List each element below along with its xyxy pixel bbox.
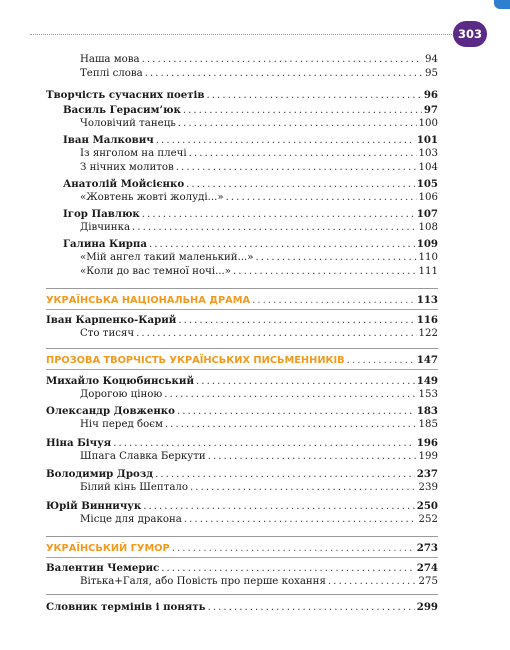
toc-entry-page: 94: [425, 54, 438, 65]
toc-entry-title: Білий кінь Шептало: [80, 482, 188, 493]
section-divider: [46, 594, 438, 595]
toc-entry-page: 100: [418, 118, 438, 129]
toc-leader-dots: [143, 500, 415, 514]
toc-leader-dots: [145, 67, 422, 81]
toc-entry-author[interactable]: [63, 207, 438, 221]
page-number-badge: 303: [453, 21, 487, 47]
toc-entry-glossary[interactable]: [46, 600, 438, 614]
toc-entry-page: 95: [425, 68, 438, 79]
toc-entry-title: Володимир Дрозд: [46, 468, 154, 480]
toc-entry-title: Дорогою ціною: [80, 389, 163, 400]
toc-leader-dots: [186, 178, 415, 192]
toc-entry-author[interactable]: [46, 404, 438, 418]
toc-entry-page: 103: [418, 148, 438, 159]
toc-entry-title: Валентин Чемерис: [46, 562, 160, 574]
section-divider: [46, 536, 438, 537]
toc-entry-work[interactable]: [80, 67, 438, 81]
toc-entry-page: 199: [418, 451, 438, 462]
toc-leader-dots: [136, 327, 416, 341]
toc-entry-page: 273: [416, 542, 438, 554]
toc-entry-author[interactable]: [46, 313, 438, 327]
toc-entry-work[interactable]: [80, 450, 438, 464]
section-underline: [46, 369, 438, 370]
toc-entry-title: Словник термінів і понять: [46, 601, 206, 613]
toc-entry-page: 183: [416, 405, 438, 417]
toc-entry-page: 153: [418, 389, 438, 400]
toc-entry-title: Юрій Винничук: [46, 500, 142, 512]
toc-entry-page: 113: [416, 294, 438, 306]
toc-entry-title: Творчість сучасних поетів: [46, 89, 205, 101]
section-divider: [46, 288, 438, 289]
toc-entry-work[interactable]: [80, 191, 438, 205]
toc-entry-title: УКРАЇНСЬКА НАЦІОНАЛЬНА ДРАМА: [46, 295, 251, 306]
toc-entry-author[interactable]: [46, 499, 438, 513]
toc-entry-title: Шпага Славка Беркути: [80, 451, 206, 462]
toc-entry-title: Наша мова: [80, 54, 140, 65]
toc-entry-title: Чоловічий танець: [80, 118, 176, 129]
toc-entry-title: Сто тисяч: [80, 328, 135, 339]
toc-entry-page: 106: [418, 192, 438, 203]
toc-leader-dots: [328, 575, 417, 589]
toc-leader-dots: [178, 117, 417, 131]
toc-entry-page: 101: [416, 134, 438, 146]
toc-entry-page: 239: [418, 482, 438, 493]
toc-entry-work[interactable]: [80, 513, 438, 527]
toc-entry-page: 104: [418, 162, 438, 173]
toc-entry-title: Олександр Довженко: [46, 405, 175, 417]
toc-leader-dots: [132, 221, 417, 235]
toc-entry-title: Місце для дракона: [80, 514, 182, 525]
toc-entry-title: Галина Кирпа: [63, 238, 147, 250]
toc-entry-author[interactable]: [63, 177, 438, 191]
toc-entry-title: Із янголом на плечі: [80, 148, 187, 159]
toc-leader-dots: [183, 104, 422, 118]
toc-leader-dots: [172, 542, 415, 556]
toc-leader-dots: [208, 601, 415, 615]
toc-entry-author[interactable]: [46, 374, 438, 388]
toc-leader-dots: [347, 354, 415, 368]
toc-leader-dots: [142, 208, 415, 222]
section-underline: [46, 557, 438, 558]
toc-entry-page: 116: [416, 314, 438, 326]
toc-entry-work[interactable]: [80, 481, 438, 495]
toc-entry-work[interactable]: [80, 327, 438, 341]
toc-entry-title: Анатолій Мойсієнко: [63, 178, 185, 190]
toc-entry-title: Теплі слова: [80, 68, 143, 79]
toc-entry-author[interactable]: [63, 133, 438, 147]
toc-entry-page: 252: [418, 514, 438, 525]
toc-entry-title: Михайло Коцюбинський: [46, 375, 195, 387]
toc-entry-work[interactable]: [80, 117, 438, 131]
toc-entry-title: ПРОЗОВА ТВОРЧІСТЬ УКРАЇНСЬКИХ ПИСЬМЕННИКІВ: [46, 355, 345, 366]
toc-entry-work[interactable]: [80, 53, 438, 67]
toc-entry-page: 110: [418, 252, 438, 263]
toc-entry-page: 109: [416, 238, 438, 250]
toc-leader-dots: [207, 89, 422, 103]
toc-leader-dots: [165, 418, 417, 432]
toc-entry-title: Дівчинка: [80, 222, 131, 233]
toc-leader-dots: [196, 375, 415, 389]
toc-leader-dots: [208, 450, 417, 464]
toc-entry-page: 96: [423, 89, 438, 101]
toc-entry-work[interactable]: [80, 161, 438, 175]
toc-leader-dots: [190, 481, 417, 495]
toc-entry-work[interactable]: [80, 265, 438, 279]
toc-entry-title: Ніна Бічуя: [46, 437, 112, 449]
toc-entry-title: Іван Малкович: [63, 134, 154, 146]
toc-leader-dots: [184, 513, 417, 527]
toc-entry-page: 107: [416, 208, 438, 220]
toc-leader-dots: [226, 191, 417, 205]
toc-leader-dots: [233, 265, 417, 279]
toc-entry-page: 196: [416, 437, 438, 449]
toc-entry-title: Іван Карпенко-Карий: [46, 314, 177, 326]
toc-entry-title: З нічних молитов: [80, 162, 174, 173]
toc-entry-work[interactable]: [80, 251, 438, 265]
toc-entry-page: 108: [418, 222, 438, 233]
toc-entry-page: 250: [416, 500, 438, 512]
toc-leader-dots: [189, 147, 417, 161]
toc-leader-dots: [155, 468, 415, 482]
toc-leader-dots: [164, 388, 416, 402]
toc-entry-title: Ніч перед боєм: [80, 419, 163, 430]
toc-entry-author[interactable]: [63, 237, 438, 251]
toc-entry-page: 149: [416, 375, 438, 387]
toc-entry-title: «Коли до вас темної ночі...»: [80, 266, 232, 277]
toc-entry-page: 97: [423, 104, 438, 116]
toc-entry-title: Василь Герасим’юк: [63, 104, 181, 116]
toc-entry-author[interactable]: [46, 561, 438, 575]
toc-leader-dots: [177, 405, 415, 419]
toc-entry-page: 122: [418, 328, 438, 339]
toc-entry-work[interactable]: [80, 221, 438, 235]
toc-leader-dots: [178, 314, 414, 328]
toc-entry-page: 274: [416, 562, 438, 574]
toc-entry-page: 105: [416, 178, 438, 190]
toc-entry-author[interactable]: [63, 103, 438, 117]
toc-entry-work[interactable]: [80, 388, 438, 402]
toc-entry-work[interactable]: [80, 418, 438, 432]
toc-entry-work[interactable]: [80, 575, 438, 589]
toc-entry-page: 299: [416, 601, 438, 613]
toc-leader-dots: [252, 294, 415, 308]
section-underline: [46, 309, 438, 310]
toc-entry-title: «Жовтень жовті жолуді...»: [80, 192, 224, 203]
toc-entry-title: УКРАЇНСЬКИЙ ГУМОР: [46, 543, 170, 554]
toc-leader-dots: [176, 161, 417, 175]
toc-entry-subsection[interactable]: [46, 88, 438, 102]
toc-leader-dots: [256, 251, 417, 265]
section-divider: [46, 348, 438, 349]
toc-entry-page: 237: [416, 468, 438, 480]
toc-leader-dots: [142, 53, 422, 67]
toc-entry-work[interactable]: [80, 147, 438, 161]
toc-entry-author[interactable]: [46, 467, 438, 481]
toc-entry-title: Ігор Павлюк: [63, 208, 140, 220]
toc-entry-title: Вітька+Галя, або Повість про перше кохання: [80, 576, 326, 587]
toc-entry-title: «Мій ангел такий маленький...»: [80, 252, 254, 263]
toc-entry-page: 275: [418, 576, 438, 587]
toc-entry-author[interactable]: [46, 436, 438, 450]
toc-entry-section[interactable]: [46, 293, 438, 307]
toc-leader-dots: [156, 134, 415, 148]
toc-leader-dots: [149, 238, 415, 252]
toc-entry-page: 147: [416, 354, 438, 366]
toc-entry-page: 111: [418, 266, 438, 277]
toc-entry-page: 185: [418, 419, 438, 430]
toc-entry-section[interactable]: [46, 541, 438, 555]
toc-leader-dots: [161, 562, 415, 576]
toc-entry-section[interactable]: [46, 353, 438, 367]
toc-leader-dots: [113, 437, 415, 451]
